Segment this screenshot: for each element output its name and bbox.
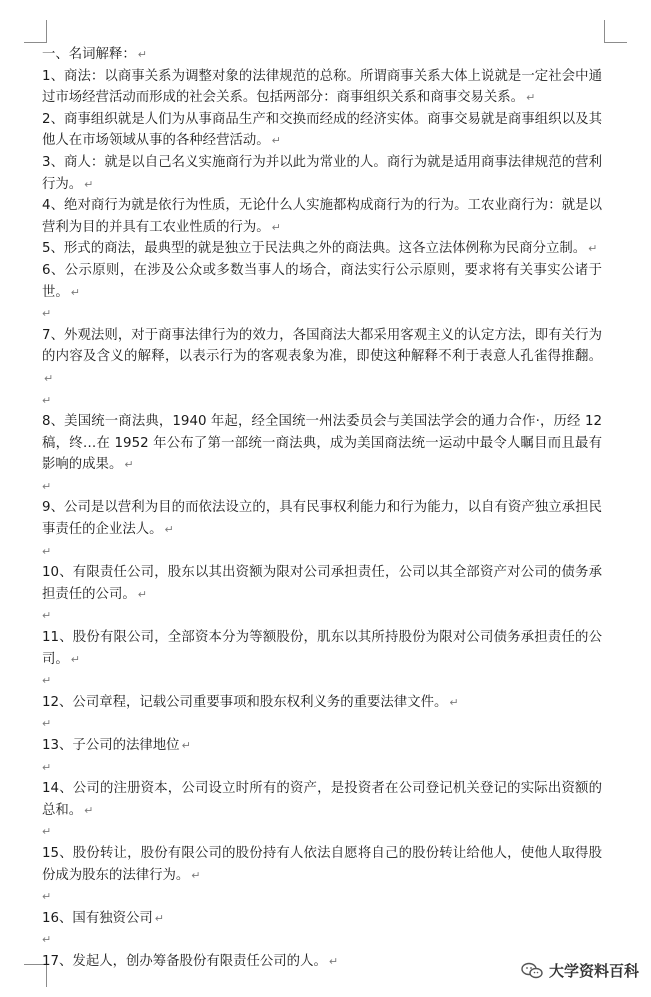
paragraph-mark-icon: ↵ [328, 954, 339, 968]
paragraph-mark-icon: ↵ [191, 868, 201, 882]
watermark-text: 大学资料百科 [548, 962, 639, 980]
section-heading [42, 44, 602, 66]
watermark [521, 960, 639, 981]
paragraph-mark-icon: ↵ [44, 371, 54, 385]
paragraph-p16 [42, 908, 602, 930]
paragraph-text: 4、绝对商行为就是依行为性质，无论什么人实施都构成商行为的行为。工农业商行为：就是以营利为目的并具有工农业性质的行为。 [42, 198, 602, 235]
paragraph-text: 7、外观法则，对于商事法律行为的效力，各国商法大都采用客观主义的认定方法，即有关行为的内容及含义的解释，以表示行为的客观表象为准，即使这种解释不利于表意人孔雀得推翻。 [42, 327, 602, 365]
empty-paragraph: ↵ [42, 890, 52, 904]
paragraph-p14 [42, 778, 602, 821]
paragraph-p8 [42, 411, 602, 476]
paragraph-mark-icon: ↵ [449, 695, 459, 709]
paragraph-mark-icon: ↵ [70, 652, 80, 666]
paragraph-text: 6、公示原则，在涉及公众或多数当事人的场合，商法实行公示原则，要求将有关事实公诸于世。 [42, 262, 602, 300]
paragraph-text: 16、国有独资公司 [42, 910, 153, 926]
paragraph-p11 [42, 627, 602, 670]
empty-paragraph: ↵ [42, 933, 52, 947]
empty-paragraph: ↵ [42, 760, 52, 774]
paragraph-text: 10、有限责任公司，股东以其出资额为限对公司承担责任，公司以其全部资产对公司的债务承担责任的公司。 [42, 565, 602, 602]
paragraph-p1 [42, 66, 602, 109]
paragraph-mark-icon: ↵ [526, 91, 536, 105]
paragraph-mark-icon: ↵ [271, 220, 281, 234]
paragraph-mark-icon: ↵ [70, 285, 80, 299]
paragraph-p9 [42, 497, 602, 540]
empty-paragraph: ↵ [42, 307, 52, 321]
paragraph-p3 [42, 152, 602, 195]
paragraph-text: 12、公司章程，记载公司重要事项和股东权利义务的重要法律文件。 [42, 694, 448, 710]
paragraph-text: 11、股份有限公司，全部资本分为等额股份，肌东以其所持股份为限对公司债务承担责任的公司。 [42, 630, 602, 667]
paragraph-p17 [42, 951, 602, 973]
paragraph-text: 9、公司是以营利为目的而依法设立的，具有民事权利能力和行为能力，以自有资产独立承担民事责任的企业法人。 [42, 500, 602, 538]
paragraph-text: 14、公司的注册资本，公司设立时所有的资产，是投资者在公司登记机关登记的实际出资额的总和。 [42, 781, 602, 818]
paragraph-p10 [42, 562, 602, 605]
empty-paragraph: ↵ [42, 717, 52, 731]
paragraph-p6 [42, 260, 602, 303]
empty-paragraph: ↵ [42, 674, 52, 688]
paragraph-mark-icon: ↵ [124, 458, 134, 472]
paragraph-mark-icon: ↵ [164, 523, 174, 537]
section-heading-text: 一、名词解释： [42, 47, 136, 62]
paragraph-text: 2、商事组织就是人们为从事商品生产和交换而经成的经济实体。商事交易就是商事组织以及其他人在市场领域从事的各种经营活动。 [42, 111, 602, 149]
paragraph-mark-icon: ↵ [84, 177, 94, 191]
empty-paragraph: ↵ [42, 393, 52, 407]
paragraph-mark-icon: ↵ [588, 242, 598, 256]
paragraph-text: 13、子公司的法律地位 [42, 738, 180, 753]
paragraph-p7 [42, 325, 602, 390]
paragraph-p2 [42, 109, 602, 152]
paragraph-p12 [42, 692, 602, 714]
paragraph-mark-icon: ↵ [84, 803, 94, 817]
wechat-icon [521, 962, 543, 980]
page-corner-top-right [604, 20, 627, 43]
paragraph-list [42, 66, 602, 973]
paragraph-mark-icon: ↵ [181, 739, 191, 752]
paragraph-text: 1、商法：以商事关系为调整对象的法律规范的总称。所谓商事关系大体上说就是一定社会中通过市场经营活动而形成的社会关系。包括两部分：商事组织关系和商事交易关系。 [42, 68, 602, 106]
empty-paragraph: ↵ [42, 825, 52, 839]
paragraph-text: 17、发起人，创办筹备股份有限责任公司的人。 [42, 953, 327, 969]
paragraph-p15 [42, 843, 602, 886]
paragraph-text: 3、商人：就是以自己名义实施商行为并以此为常业的人。商行为就是适用商事法律规范的营利行为。 [42, 154, 602, 192]
paragraph-mark-icon: ↵ [137, 48, 147, 61]
paragraph-mark-icon: ↵ [154, 911, 164, 925]
paragraph-text: 8、美国统一商法典，1940 年起，经全国统一州法委员会与美国法学会的通力合作·，历经 12 稿，终…在 1952 年公布了第一部统一商法典，成为美国商法统一运动中最令人瞩目而且最有影响的成果。 [42, 414, 602, 473]
paragraph-p4 [42, 195, 602, 238]
document-page [42, 44, 602, 973]
empty-paragraph: ↵ [42, 479, 52, 493]
empty-paragraph: ↵ [42, 609, 52, 623]
paragraph-mark-icon: ↵ [271, 134, 281, 148]
page-corner-top-left [24, 20, 47, 43]
paragraph-text: 5、形式的商法，最典型的就是独立于民法典之外的商法典。这各立法体例称为民商分立制。 [42, 241, 587, 257]
empty-paragraph: ↵ [42, 544, 52, 558]
paragraph-p5 [42, 238, 602, 260]
paragraph-text: 15、股份转让，股份有限公司的股份持有人依法自愿将自己的股份转让给他人，使他人取得股份成为股东的法律行为。 [42, 845, 602, 883]
paragraph-mark-icon: ↵ [137, 587, 147, 601]
paragraph-p13 [42, 735, 602, 757]
